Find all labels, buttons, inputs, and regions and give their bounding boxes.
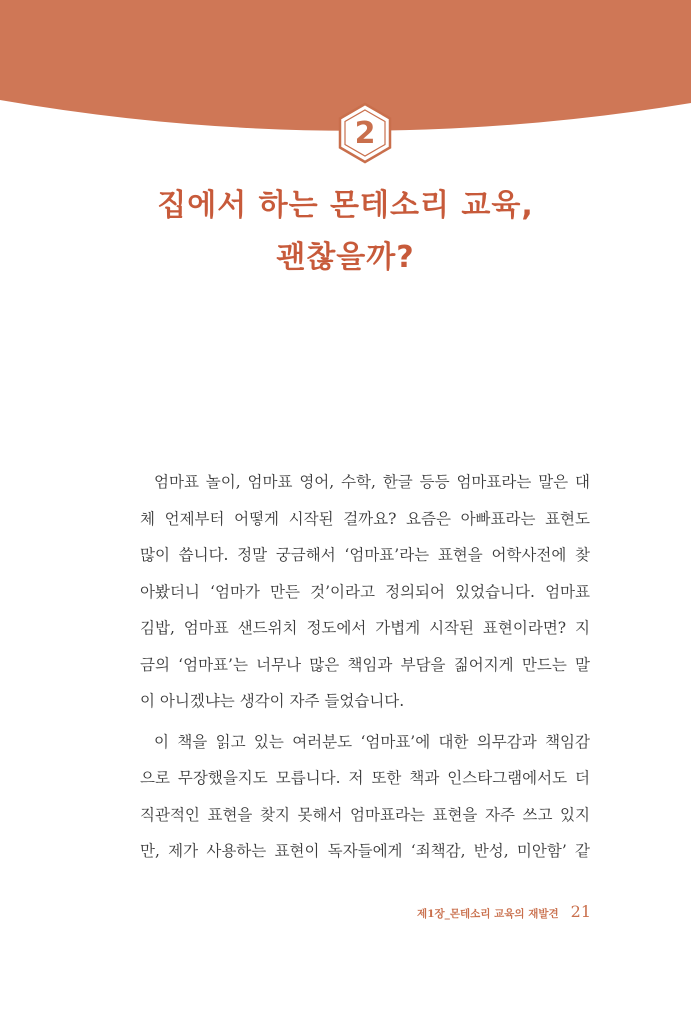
text-line: 체 언제부터 어떻게 시작된 걸까요? 요즘은 아빠표라는 표현도 xyxy=(140,509,590,528)
text-line: 엄마표 놀이, 엄마표 영어, 수학, 한글 등등 엄마표라는 말은 대 xyxy=(154,473,590,491)
running-title: 제1장_몬테소리 교육의 재발견 xyxy=(417,908,559,920)
text-line: 만, 제가 사용하는 표현이 독자들에게 ‘죄책감, 반성, 미안함’ 같 xyxy=(140,842,590,860)
page-footer xyxy=(417,902,591,921)
text-line: 금의 ‘엄마표’는 너무나 많은 책임과 부담을 짊어지게 만드는 말 xyxy=(140,655,590,674)
text-line: 김밥, 엄마표 샌드위치 정도에서 가볍게 시작된 표현이라면? 지 xyxy=(140,619,590,637)
chapter-number: 2 xyxy=(354,115,376,151)
chapter-title-line: 괜찮을까? xyxy=(276,240,415,275)
chapter-title xyxy=(0,180,691,284)
page-number: 21 xyxy=(570,902,591,921)
text-line: 으로 무장했을지도 모릅니다. 저 또한 책과 인스타그램에서도 더 xyxy=(140,769,590,787)
text-line: 직관적인 표현을 찾지 못해서 엄마표라는 표현을 자주 쓰고 있지 xyxy=(140,805,590,824)
text-line: 많이 씁니다. 정말 궁금해서 ‘엄마표’라는 표현을 어학사전에 찾 xyxy=(140,546,590,564)
text-line: 이 아니겠냐는 생각이 자주 들었습니다. xyxy=(140,692,405,710)
paragraph xyxy=(140,724,590,870)
body-text xyxy=(140,464,590,870)
paragraph xyxy=(140,464,590,720)
text-line: 아봤더니 ‘엄마가 만든 것’이라고 정의되어 있었습니다. 엄마표 xyxy=(140,582,590,601)
text-line: 이 책을 읽고 있는 여러분도 ‘엄마표’에 대한 의무감과 책임감 xyxy=(154,732,590,751)
chapter-title-line: 집에서 하는 몬테소리 교육, xyxy=(157,188,534,223)
